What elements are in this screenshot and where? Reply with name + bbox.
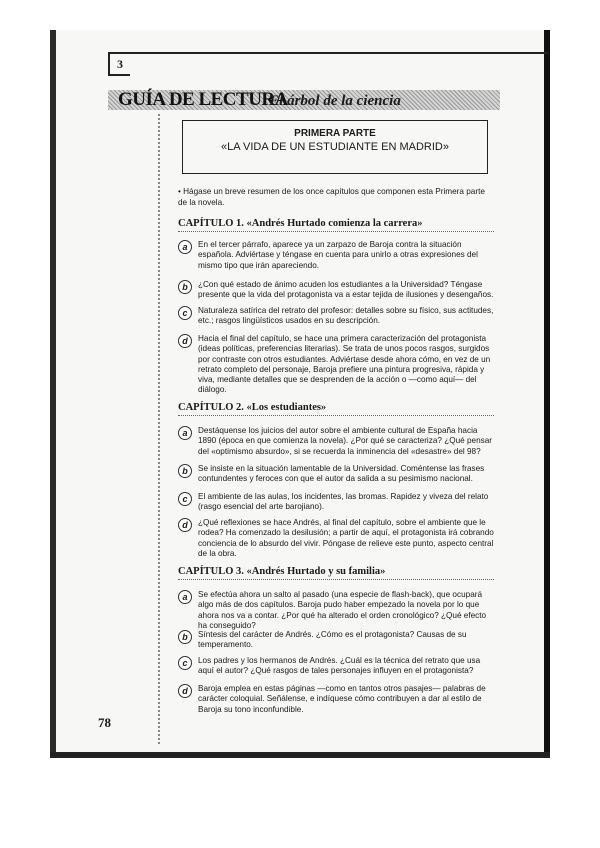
list-item	[178, 656, 496, 677]
part-box	[182, 120, 488, 174]
item-letter: a	[178, 240, 192, 254]
item-letter: b	[178, 280, 192, 294]
item-text: Naturaleza satírica del retrato del profesor: detalles sobre su físico, sus actitudes, etc.; rasgos lingüísticos usados en su descripción.	[198, 306, 494, 326]
item-letter: d	[178, 518, 192, 532]
item-text: ¿Qué reflexiones se hace Andrés, al final del capítulo, sobre el ambiente que le rodea? Ha comenzado la desilusión; a partir de aquí, el protagonista irá cobrando conciencia de lo absurdo del vivir. Póngase de relieve este punto, aspecto central de la obra.	[198, 518, 494, 558]
item-text: Se insiste en la situación lamentable de la Universidad. Coméntense las frases contundentes y feroces con que el autor da salida a su pesimismo nacional.	[198, 464, 485, 484]
chapter-3-heading: CAPÍTULO 3. «Andrés Hurtado y su familia»	[178, 566, 494, 580]
scan-right-edge	[544, 30, 550, 758]
list-item	[178, 240, 496, 271]
list-item	[178, 630, 496, 651]
part-label: PRIMERA PARTE	[294, 128, 376, 139]
list-item	[178, 464, 496, 485]
item-text: Destáquense los juicios del autor sobre el ambiente cultural de España hacia 1890 (época en que comienza la novela). ¿Por qué se caracteriza? ¿Qué pensar del «optimismo absurdo», si se recuerda la inminencia del «desastre» del 98?	[198, 426, 493, 456]
item-letter: d	[178, 684, 192, 698]
item-letter: c	[178, 306, 192, 320]
item-letter: c	[178, 656, 192, 670]
item-text: El ambiente de las aulas, los incidentes, las bromas. Rapidez y viveza del relato (rasgo esencial del arte barojiano).	[198, 492, 489, 512]
list-item	[178, 492, 496, 513]
banner-title: GUÍA DE LECTURA	[118, 89, 288, 110]
list-item	[178, 684, 496, 715]
list-item	[178, 280, 496, 301]
item-letter: b	[178, 464, 192, 478]
chapter-1-heading: CAPÍTULO 1. «Andrés Hurtado comienza la carrera»	[178, 218, 494, 232]
item-text: En el tercer párrafo, aparece ya un zarpazo de Baroja contra la situación española. Adviértase y téngase en cuenta para unirlo a otras expresiones del mismo tipo que irán apareciendo.	[198, 240, 478, 270]
chapter-2-heading: CAPÍTULO 2. «Los estudiantes»	[178, 402, 494, 416]
item-text: Baroja emplea en estas páginas —como en tantos otros pasajes— palabras de carácter coloquial. Señálense, e indíquese cómo contribuyen a dar al estilo de Baroja su tono inconfundible.	[198, 684, 486, 714]
scan-bottom-edge	[50, 752, 550, 758]
part-title: «LA VIDA DE UN ESTUDIANTE EN MADRID»	[221, 141, 449, 153]
item-letter: b	[178, 630, 192, 644]
item-letter: d	[178, 334, 192, 348]
item-text: Síntesis del carácter de Andrés. ¿Cómo es el protagonista? Causas de su temperamento.	[198, 630, 467, 650]
book-title: El árbol de la ciencia	[269, 93, 401, 109]
item-text: Se efectúa ahora un salto al pasado (una especie de flash-back), que ocupará algo más de dos capítulos. Baroja pudo haber empezado la novela por lo que ahora nos va a contar. ¿Por qué ha alterado el orden cronológico? ¿Qué efecto ha conseguido?	[198, 590, 487, 630]
intro-text: • Hágase un breve resumen de los once capítulos que componen esta Primera parte de la novela.	[178, 187, 485, 207]
item-text: Hacia el final del capítulo, se hace una primera caracterización del protagonista (ideas políticas, preferencias literarias). Se trata de unos pocos rasgos, surgidos por contraste con otros estudiantes. Adviértase desde ahora cómo, en vez de un retrato completo del personaje, Baroja prefiere una pintura progresiva, rápida y viva, mediante detalles que se desprenden de la acción o —como aquí— del diálogo.	[198, 334, 491, 395]
page-number: 78	[98, 715, 111, 730]
item-text: Los padres y los hermanos de Andrés. ¿Cuál es la técnica del retrato que usa aquí el autor? ¿Qué rasgos de tales personajes influyen en el protagonista?	[198, 656, 481, 676]
list-item	[178, 518, 496, 559]
list-item	[178, 334, 496, 396]
section-tab-number: 3	[108, 54, 130, 76]
dotted-margin-line	[158, 114, 162, 744]
scan-left-edge	[50, 30, 56, 758]
top-rule	[108, 52, 548, 54]
item-letter: c	[178, 492, 192, 506]
item-letter: a	[178, 590, 192, 604]
list-item	[178, 426, 496, 457]
item-text: ¿Con qué estado de ánimo acuden los estudiantes a la Universidad? Téngase presente que la vida del protagonista va a estar tejida de ilusiones y desengaños.	[198, 280, 494, 300]
list-item	[178, 306, 496, 327]
list-item	[178, 590, 496, 631]
item-letter: a	[178, 426, 192, 440]
